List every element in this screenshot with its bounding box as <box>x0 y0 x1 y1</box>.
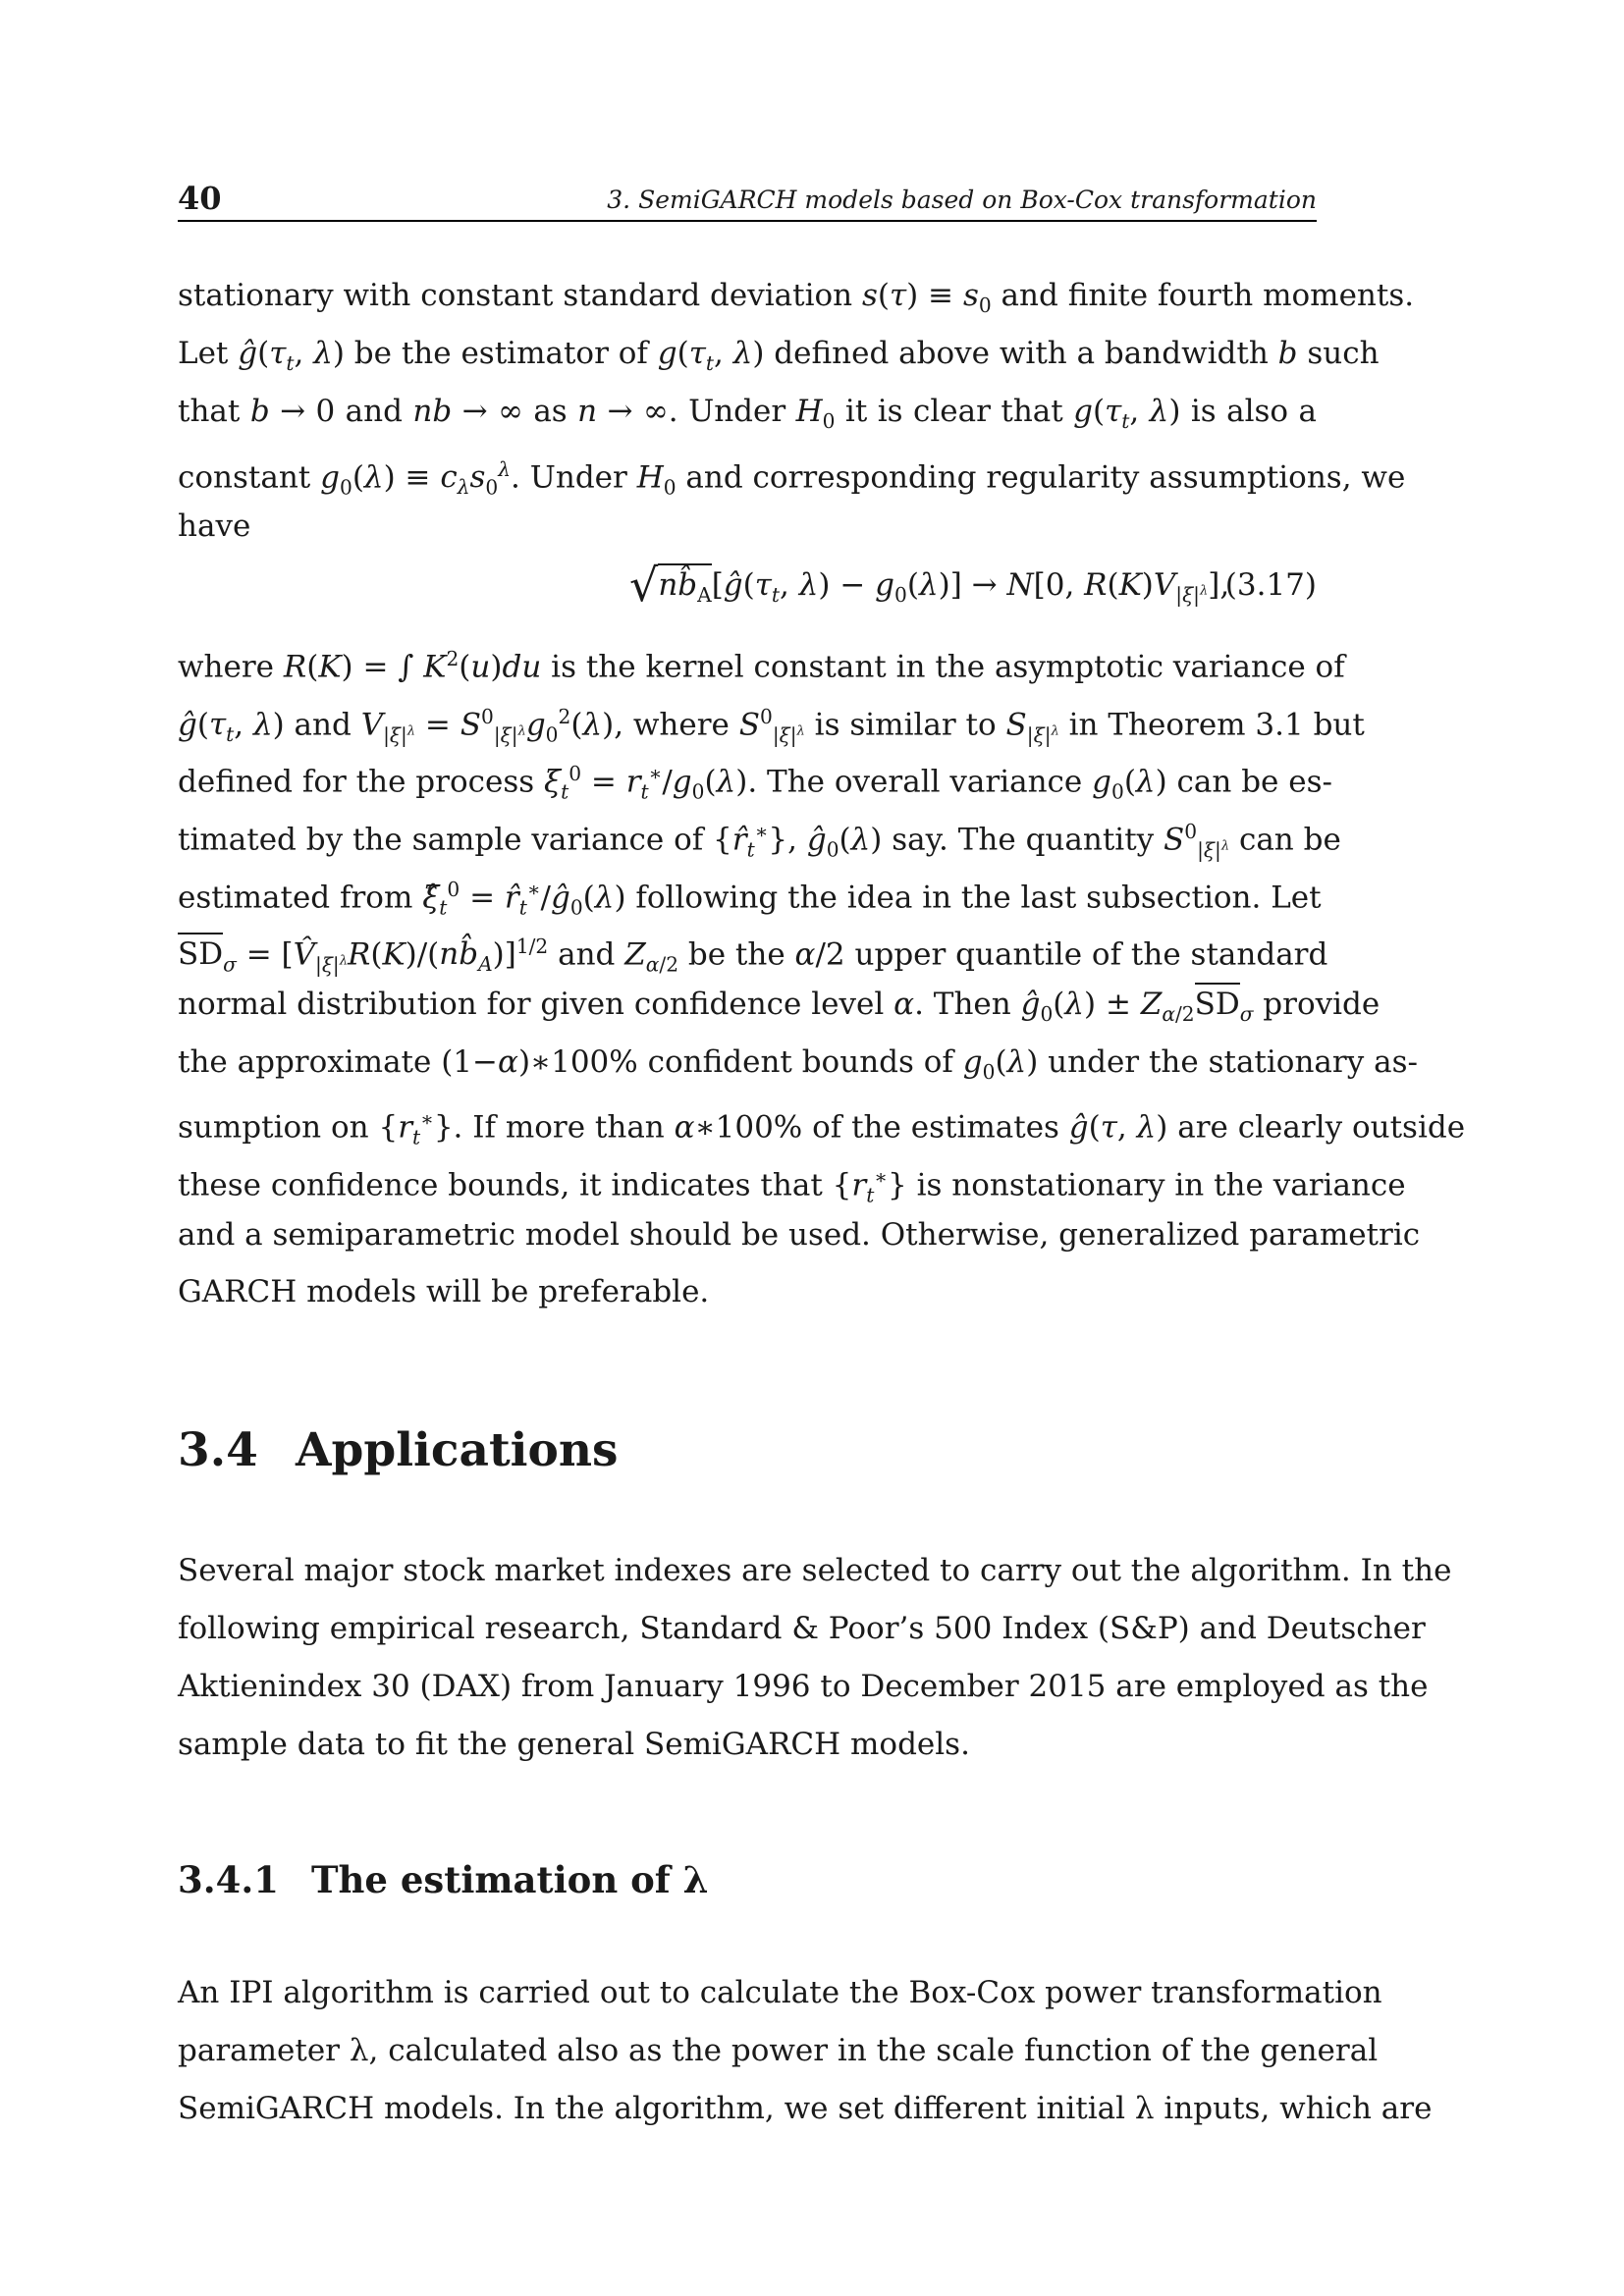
text-line: sample data to fit the general SemiGARCH models. <box>178 1727 970 1762</box>
section-number: 3.4 <box>178 1423 258 1477</box>
text-line: GARCH models will be preferable. <box>178 1274 710 1309</box>
text-line: defined for the process $\xi_t^0 = r_t^∗/g_0(\lambda)$. The overall variance $g_0(\lambda)$ can be es- <box>178 762 1332 804</box>
running-header <box>178 177 1317 222</box>
subsection-heading <box>178 1855 709 1904</box>
text-line: SemiGARCH models. In the algorithm, we set different initial λ inputs, which are <box>178 2091 1433 2126</box>
subsection-title: The estimation of λ <box>311 1858 709 1901</box>
page-number: 40 <box>178 180 222 217</box>
equation-3-17 <box>178 558 1317 613</box>
equation-body: $√nb̂_A[ĝ(\tau_t$, $\lambda) - g_0(\lambda)] \to N[0$, $R(K)V_{|\xi|^\lambda}$], <box>629 559 1230 612</box>
text-line: constant $g_0(\lambda) \equiv c_\lambda s_0^\lambda$. Under $H_0$ and corresponding regularity assumptions, we <box>178 457 1406 500</box>
text-line: and a semiparametric model should be used. Otherwise, generalized parametric <box>178 1217 1421 1253</box>
text-line: estimated from $\xî_t^0$ = $r̂_t^∗/ĝ_0(\lambda)$ following the idea in the last subsection. Let <box>178 878 1322 920</box>
text-line: stationary with constant standard deviation $s(\tau) \equiv s_0$ and finite fourth moments. <box>178 278 1415 318</box>
text-line: the approximate (1−α)∗100% confident bounds of $g_0(\lambda)$ under the stationary as- <box>178 1044 1418 1085</box>
text-line: sumption on $\{r_t^∗\}$. If more than α∗100% of the estimates ĝ(τ, λ) are clearly outside <box>178 1107 1466 1149</box>
text-line: Several major stock market indexes are selected to carry out the algorithm. In the <box>178 1553 1452 1588</box>
section-title: Applications <box>296 1423 619 1477</box>
text-line: normal distribution for given confidence level α. Then $ĝ_0(\lambda) \pm Z_{\alpha/2}SD_\sigma$ provide <box>178 985 1317 1024</box>
chapter-title: 3. SemiGARCH models based on Box-Cox transformation <box>607 186 1317 214</box>
text-line: Let $ĝ(\tau_t$, λ) be the estimator of $g(\tau_t$, λ) defined above with a bandwidth b such <box>178 336 1380 376</box>
text-line: $SD_\sigma$ = $[V̂_{|\xi|^\lambda}R(K)/(nb̂_A)]^{1/2}$ and $Z_{\alpha/2}$ be the α/2 upper quantile of the standard <box>178 934 1328 977</box>
text-line: these confidence bounds, it indicates that $\{r_t^∗\}$ is nonstationary in the variance <box>178 1165 1406 1207</box>
subsection-number: 3.4.1 <box>178 1858 279 1901</box>
text-line: timated by the sample variance of $\{r̂_t^∗\}$, $ĝ_0(\lambda)$ say. The quantity $S^0_{|\xi|^\lambda}$ can be <box>178 820 1341 862</box>
equation-number: (3.17) <box>1224 567 1317 603</box>
text-line: parameter λ, calculated also as the power in the scale function of the general <box>178 2033 1379 2068</box>
text-line: An IPI algorithm is carried out to calculate the Box-Cox power transformation <box>178 1975 1382 2010</box>
text-line: that b → 0 and nb → ∞ as n → ∞. Under $H_0$ it is clear that $g(\tau_t$, λ) is also a <box>178 394 1318 434</box>
text-line: $ĝ(\tau_t$, λ) and $V_{|\xi|^\lambda} = S^0_{|\xi|^\lambda}g_0^2(\lambda)$, where $S^0_{|\xi|^\lambda}$ is similar to $S_{|\xi|^\lambda}$ in Theorem 3.1 but <box>178 705 1365 747</box>
text-line: Aktienindex 30 (DAX) from January 1996 to December 2015 are employed as the <box>178 1669 1429 1704</box>
text-line: have <box>178 508 251 544</box>
section-heading <box>178 1421 619 1480</box>
text-line: following empirical research, Standard & Poor’s 500 Index (S&P) and Deutscher <box>178 1611 1426 1646</box>
text-line: where R(K) = ∫ $K^2(u)du$ is the kernel constant in the asymptotic variance of <box>178 647 1345 685</box>
